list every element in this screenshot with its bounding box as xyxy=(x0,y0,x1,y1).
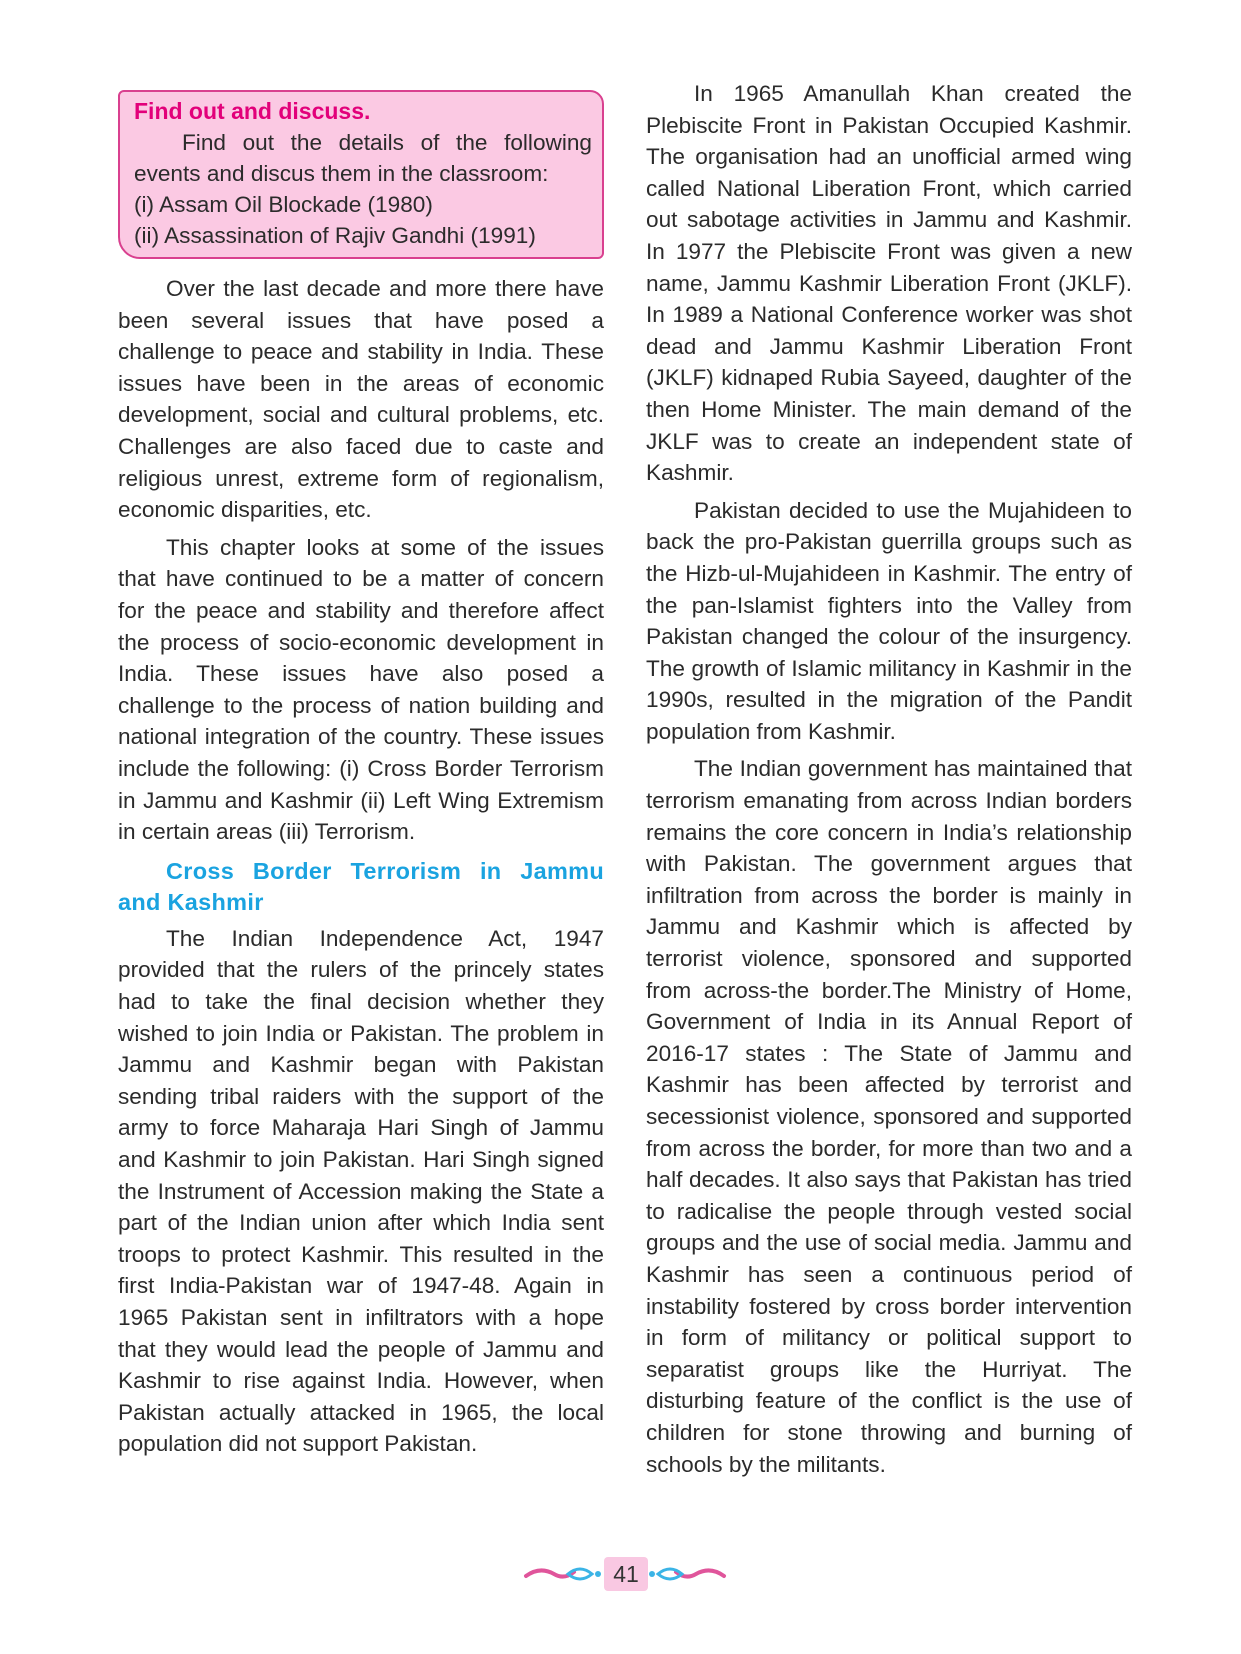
box-intro: Find out the details of the following events and discus them in the classroom: xyxy=(134,130,592,186)
right-paragraph-1: In 1965 Amanullah Khan created the Plebiscite Front in Pakistan Occupied Kashmir. The organisation had an unofficial armed wing called National Liberation Front, which carried out sabotage activities in Jammu and Kashmir. In 1977 the Plebiscite Front was given a new name, Jammu Kashmir Liberation Front (JKLF). In 1989 a National Conference worker was shot dead and Jammu Kashmir Liberation Front (JKLF) kidnaped Rubia Sayeed, daughter of the then Home Minister. The main demand of the JKLF was to create an independent state of Kashmir. xyxy=(646,81,1132,486)
box-item-2: (ii) Assassination of Rajiv Gandhi (1991) xyxy=(134,223,536,248)
page-number: 41 xyxy=(604,1557,648,1591)
right-paragraph-2: Pakistan decided to use the Mujahideen to back the pro-Pakistan guerrilla groups such as the Hizb-ul-Mujahideen in Kashmir. The entry of the pan-Islamist fighters into the Valley from Pakistan changed the colour of the insurgency. The growth of Islamic militancy in Kashmir in the 1990s, resulted in the migration of the Pandit population from Kashmir. xyxy=(646,497,1132,744)
section-heading: Cross Border Terrorism in Jammu and Kashmir xyxy=(118,857,604,916)
left-paragraph-2: This chapter looks at some of the issues that have continued to be a matter of concern for the peace and stability and therefore affect the process of socio-economic development in India. These issues have also posed a challenge to the process of nation building and national integration of the country. These issues include the following: (i) Cross Border Terrorism in Jammu and Kashmir (ii) Left Wing Extremism in certain areas (iii) Terrorism. xyxy=(118,534,604,845)
right-paragraph-3: The Indian government has maintained that terrorism emanating from across Indian borders remains the core concern in India’s relationship with Pakistan. The government argues that infiltration from across the border is mainly in Jammu and Kashmir which is affected by terrorist violence, sponsored and supported from across-the border.The Ministry of Home, Government of India in its Annual Report of 2016-17 states : The State of Jammu and Kashmir has been affected by terrorist and secessionist violence, sponsored and supported from across the border, for more than two and a half decades. It also says that Pakistan has tried to radicalise the people through vested social groups and the use of social media. Jammu and Kashmir has seen a continuous period of instability fostered by cross border intervention in form of militancy or political support to separatist groups like the Hurriyat. The disturbing feature of the conflict is the use of children for stone throwing and burning of schools by the militants. xyxy=(646,756,1132,1477)
left-paragraph-3: The Indian Independence Act, 1947 provided that the rulers of the princely states had to take the final decision whether they wished to join India or Pakistan. The problem in Jammu and Kashmir began with Pakistan sending tribal raiders with the support of the army to force Maharaja Hari Singh of Jammu and Kashmir to join Pakistan. Hari Singh signed the Instrument of Accession making the State a part of the Indian union after which India sent troops to protect Kashmir. This resulted in the first India-Pakistan war of 1947-48. Again in 1965 Pakistan sent in infiltrators with a hope that they would lead the people of Jammu and Kashmir to rise against India. However, when Pakistan actually attacked in 1965, the local population did not support Pakistan. xyxy=(118,925,604,1457)
box-title: Find out and discuss. xyxy=(134,98,371,124)
page-footer xyxy=(520,1552,730,1596)
find-out-discuss-box xyxy=(118,90,604,259)
box-item-1: (i) Assam Oil Blockade (1980) xyxy=(134,192,433,217)
left-column xyxy=(118,78,604,1466)
right-column xyxy=(646,78,1132,1486)
left-paragraph-1: Over the last decade and more there have been several issues that have posed a challenge to peace and stability in India. These issues have been in the areas of economic development, social and cultural problems, etc. Challenges are also faced due to caste and religious unrest, extreme form of regionalism, economic disparities, etc. xyxy=(118,276,604,523)
